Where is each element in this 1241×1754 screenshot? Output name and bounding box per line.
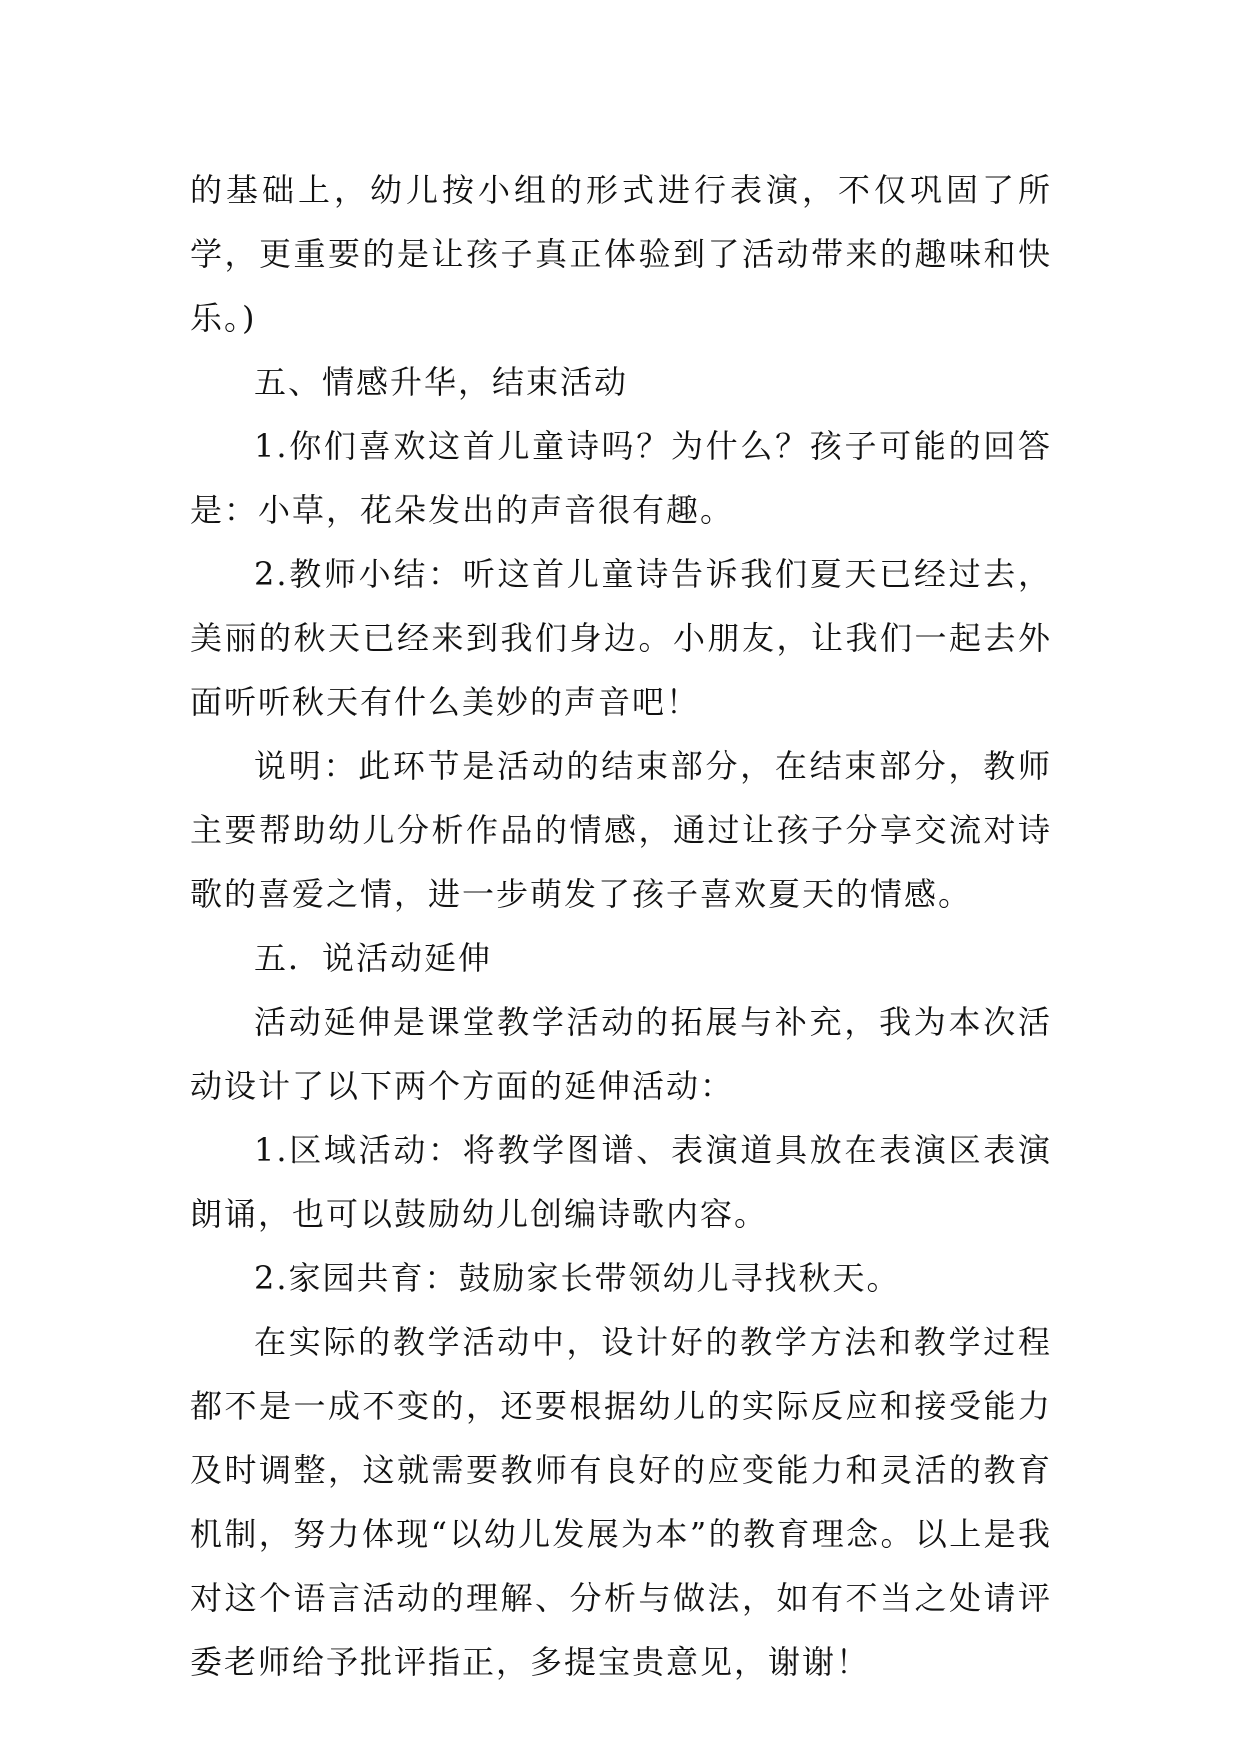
paragraph-conclusion: 在实际的教学活动中，设计好的教学方法和教学过程都不是一成不变的，还要根据幼儿的实际反应和接受能力及时调整，这就需要教师有良好的应变能力和灵活的教育机制，努力体现“以幼儿发展为本”的教育理念。以上是我对这个语言活动的理解、分析与做法，如有不当之处请评委老师给予批评指正，多提宝贵意见，谢谢！: [190, 1323, 1052, 1681]
paragraph-teacher-summary: 2.教师小结：听这首儿童诗告诉我们夏天已经过去，美丽的秋天已经来到我们身边。小朋友，让我们一起去外面听听秋天有什么美妙的声音吧！: [190, 555, 1052, 721]
document-body: [190, 158, 1052, 1694]
paragraph-home-school: 2.家园共育：鼓励家长带领幼儿寻找秋天。: [254, 1259, 901, 1297]
paragraph-explanation: 说明：此环节是活动的结束部分，在结束部分，教师主要帮助幼儿分析作品的情感，通过让孩子分享交流对诗歌的喜爱之情，进一步萌发了孩子喜欢夏天的情感。: [190, 747, 1052, 913]
section-heading-emotional-sublimation: 五、情感升华，结束活动: [254, 363, 629, 401]
paragraph-question-1: 1.你们喜欢这首儿童诗吗？为什么？孩子可能的回答是：小草，花朵发出的声音很有趣。: [190, 427, 1052, 529]
paragraph-extension-intro: 活动延伸是课堂教学活动的拓展与补充，我为本次活动设计了以下两个方面的延伸活动：: [190, 1003, 1052, 1105]
section-heading-activity-extension: 五．说活动延伸: [254, 939, 493, 977]
paragraph-area-activity: 1.区域活动：将教学图谱、表演道具放在表演区表演朗诵，也可以鼓励幼儿创编诗歌内容。: [190, 1131, 1052, 1233]
paragraph-performance-continuation: 的基础上，幼儿按小组的形式进行表演，不仅巩固了所学，更重要的是让孩子真正体验到了活动带来的趣味和快乐。): [190, 171, 1052, 337]
